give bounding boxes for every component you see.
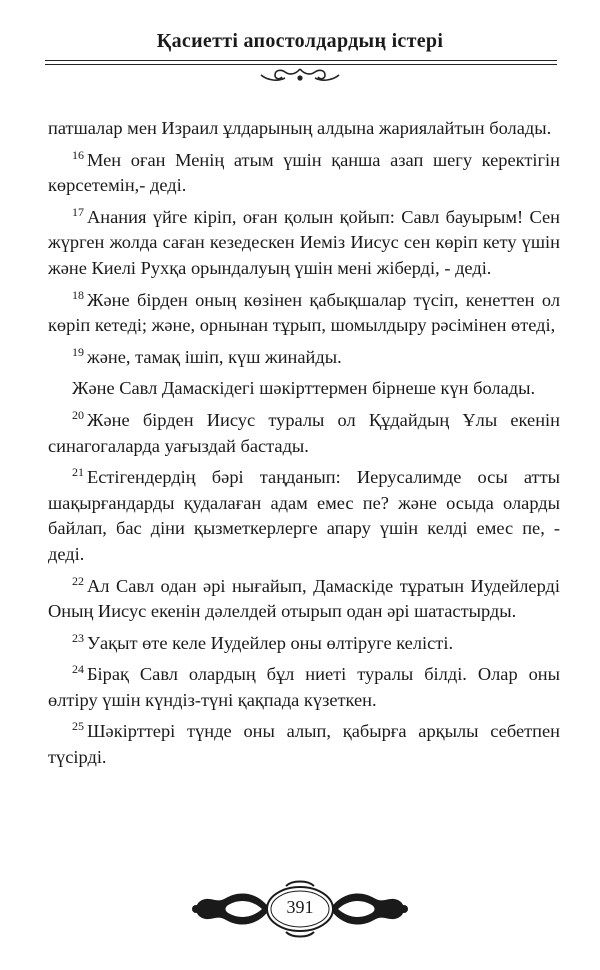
verse-number: 21: [72, 465, 84, 480]
verse-text: Бірақ Савл олардың бұл ниеті туралы білді. Олар оны өлтіру үшін күндіз-түні қақпада күзеткен.: [48, 664, 560, 710]
verse-text: Анания үйге кіріп, оған қолын қойып: Савл бауырым! Сен жүрген жолда саған кезедескен Иеміз Иисус сен көріп кету үшін және Киелі Рухқа орындалуың үшін мені жіберді, - деді.: [48, 206, 560, 278]
verse-paragraph: [48, 719, 560, 770]
verse-paragraph: [48, 148, 560, 199]
verse-text: Уақыт өте келе Иудейлер оны өлтіруге келісті.: [87, 632, 454, 653]
verse-text: Және бірден Иисус туралы ол Құдайдың Ұлы екенін синагогаларда уағыздай бастады.: [48, 409, 560, 456]
verse-paragraph: [48, 408, 560, 459]
verse-number: 17: [72, 204, 84, 219]
verse-number: 19: [72, 344, 84, 359]
verse-text: және, тамақ ішіп, күш жинайды.: [87, 346, 342, 367]
page-number: 391: [286, 897, 314, 917]
verse-paragraph: [48, 662, 560, 713]
running-header-title: Қасиетті апостолдардың істері: [156, 30, 444, 52]
header-rule-bottom: [45, 64, 557, 65]
verse-number: 20: [72, 407, 84, 422]
verse-number: 18: [72, 287, 84, 302]
verse-paragraph: [48, 288, 560, 339]
verse-paragraph: [48, 574, 560, 625]
verse-text: Мен оған Менің атым үшін қанша азап шегу керектігін көрсетемін,- деді.: [48, 149, 560, 196]
verse-paragraph: [48, 631, 560, 657]
verse-paragraph: [48, 376, 560, 402]
verse-paragraph: [48, 345, 560, 371]
verse-paragraph: [48, 465, 560, 567]
verse-paragraph: [48, 116, 560, 142]
verse-number: 25: [72, 719, 84, 734]
verse-text: патшалар мен Израил ұлдарының алдына жариялайтын болады.: [48, 118, 552, 138]
verse-number: 22: [72, 573, 84, 588]
verse-text: Және бірден оның көзінен қабықшалар түсіп, кенеттен ол көріп кетеді; және, орнынан тұрып, шомылдыру рәсімінен өтеді,: [48, 289, 560, 336]
header-rule-top: [45, 60, 557, 61]
page-body: [48, 116, 560, 777]
verse-text: Ал Савл одан әрі нығайып, Дамаскіде тұратын Иудейлерді Оның Иисус екенін дәлелдей отырып одан әрі шатастырды.: [48, 575, 560, 622]
verse-text: Шәкірттері түнде оны алып, қабырға арқылы себетпен түсірді.: [48, 721, 560, 768]
verse-number: 23: [72, 630, 84, 645]
verse-paragraph: [48, 205, 560, 282]
verse-number: 24: [72, 662, 84, 677]
verse-text: Және Савл Дамаскідегі шәкірттермен бірнеше күн болады.: [72, 378, 536, 399]
verse-text: Естігендердің бәрі таңданып: Иерусалимде осы атты шақырғандарды қудалаған адам емес пе? және осыда оларды байлап, бас діни қызметкерлерге апару үшін келді емес пе, - деді.: [48, 467, 560, 564]
header-ornament-icon: [255, 66, 345, 84]
verse-number: 16: [72, 147, 84, 162]
